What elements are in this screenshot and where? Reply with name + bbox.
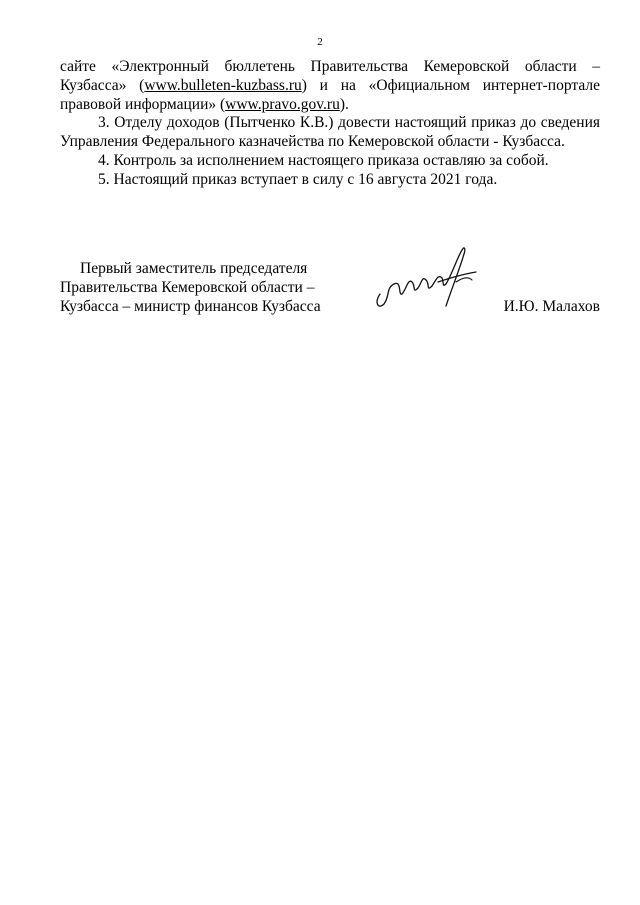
paragraph-text: сайте «Электронный бюллетень Правительства Кемеровской области – Кузбасса» (	[60, 58, 600, 94]
signer-position-line: Первый заместитель председателя	[80, 260, 308, 277]
signature-block	[60, 260, 600, 320]
document-body	[60, 58, 600, 190]
paragraph-publication	[60, 58, 600, 114]
handwritten-signature	[372, 244, 482, 314]
page-number: 2	[317, 36, 323, 48]
paragraph-text: ).	[339, 95, 349, 113]
bulletin-link[interactable]: www.bulleten-kuzbass.ru	[144, 76, 302, 94]
paragraph-item-5: 5. Настоящий приказ вступает в силу с 16 августа 2021 года.	[98, 170, 498, 188]
pravo-link[interactable]: www.pravo.gov.ru	[225, 95, 340, 113]
signer-position-line: Кузбасса – министр финансов Кузбасса	[60, 297, 321, 315]
paragraph-item-3: 3. Отделу доходов (Пытченко К.В.) довести настоящий приказ до сведения Управления Федерального казначейства по Кемеровской области - Кузбасса.	[60, 114, 600, 151]
signer-position	[60, 260, 330, 316]
signer-position-line: Правительства Кемеровской области –	[60, 278, 315, 296]
paragraph-text: ) и на «Официальном интернет-портале правовой информации» (	[60, 76, 600, 113]
paragraph-item-4: 4. Контроль за исполнением настоящего приказа оставляю за собой.	[98, 151, 549, 169]
signer-name: И.Ю. Малахов	[503, 298, 600, 315]
